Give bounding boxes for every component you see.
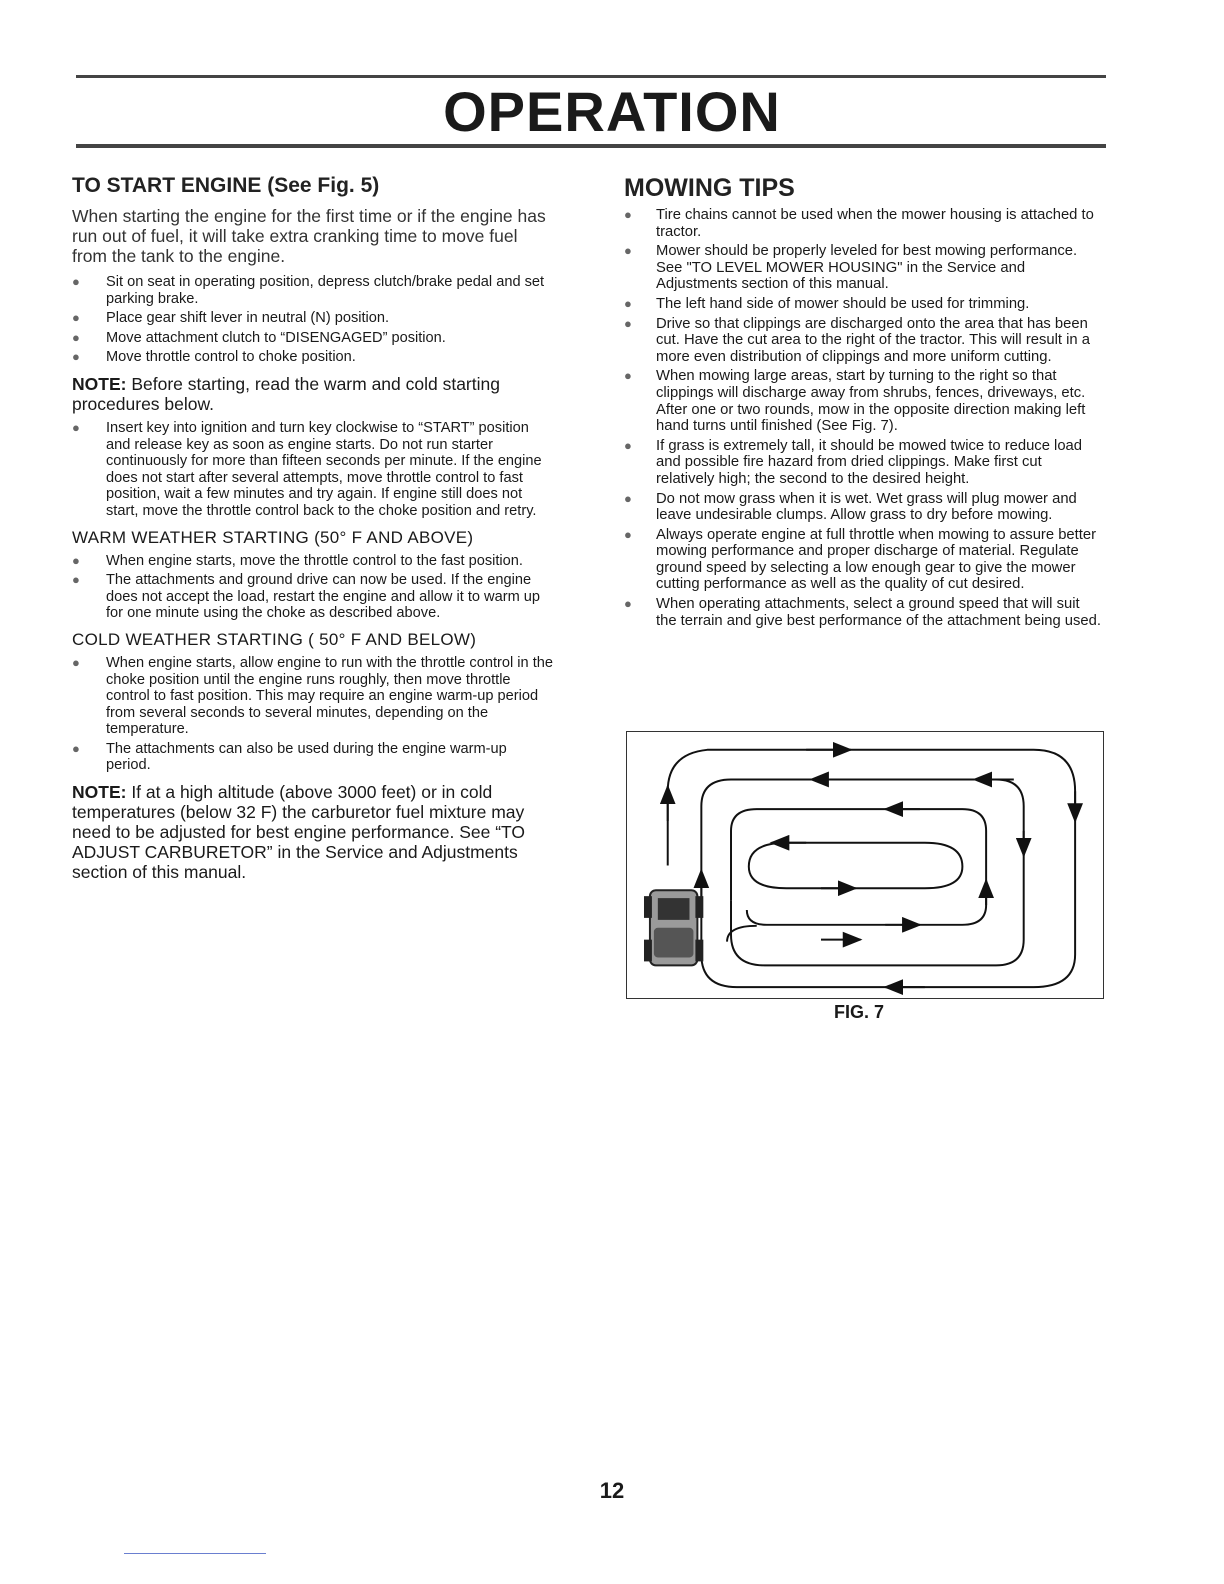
bullet-icon: ● xyxy=(72,274,80,289)
start-engine-intro: When starting the engine for the first time or if the engine has run out of fuel, it will take extra cranking time to move fuel from the tank to the engine. xyxy=(72,206,546,266)
bullet-icon: ● xyxy=(624,243,632,259)
bullet-icon: ● xyxy=(624,526,632,542)
bullet-icon: ● xyxy=(624,295,632,311)
bullet-icon: ● xyxy=(72,329,80,345)
start-engine-heading: TO START ENGINE (See Fig. 5) xyxy=(72,174,380,197)
bullet-icon: ● xyxy=(624,207,632,222)
list-item: ● When engine starts, move the throttle control to the fast position. xyxy=(72,552,523,569)
bullet-icon: ● xyxy=(624,437,632,453)
list-item: ● Insert key into ignition and turn key clockwise to “START” position and release key as soon as engine starts. Do not run starter continuously for more than fifteen seconds per minute. If the engine does not start after several attempts, move throttle control to fast position, wait a few minutes and try again. If engine still does not start, move the throttle control back to the choke position and retry. xyxy=(72,419,542,519)
footer-line xyxy=(124,1553,266,1554)
bullet-icon: ● xyxy=(72,310,80,326)
bullet-icon: ● xyxy=(72,349,80,365)
list-item: ● When mowing large areas, start by turning to the right so that clippings will discharge away from shrubs, fences, driveways, etc. After one or two rounds, mow in the opposite direction making left hand turns until finished (See Fig. 7). xyxy=(624,368,1086,435)
list-item: ● Tire chains cannot be used when the mower housing is attached to tractor. xyxy=(624,207,1094,240)
page-title: OPERATION xyxy=(443,80,781,143)
list-item: ● Do not mow grass when it is wet. Wet grass will plug mower and leave undesirable clumps. Allow grass to dry before mowing. xyxy=(624,490,1077,524)
direction-arrows xyxy=(668,750,1075,987)
bullet-icon: ● xyxy=(624,368,632,384)
list-item: ● Move throttle control to choke position. xyxy=(72,349,356,366)
bullet-icon: ● xyxy=(72,740,80,756)
cold-weather-heading: COLD WEATHER STARTING ( 50° F AND BELOW) xyxy=(72,629,477,649)
ignition-list xyxy=(72,420,554,520)
list-item: ● The attachments can also be used during the engine warm-up period. xyxy=(72,740,507,774)
list-item: ● Always operate engine at full throttle when mowing to assure better mowing performance and proper discharge of material. Regulate ground speed by selecting a low enough gear to give the mower cutting performance as well as the quality of cut desired. xyxy=(624,526,1097,593)
mowing-pattern-figure xyxy=(626,731,1104,999)
left-column xyxy=(72,174,554,888)
mowing-tips-list xyxy=(624,207,1104,629)
start-steps-list xyxy=(72,274,554,366)
bullet-icon: ● xyxy=(72,572,80,588)
bullet-icon: ● xyxy=(624,596,632,612)
list-item: ● If grass is extremely tall, it should be mowed twice to reduce load and possible fire hazard from dried clippings. Make first cut relatively high; the second to the desired height. xyxy=(624,437,1083,487)
title-bottom-rule xyxy=(76,144,1106,148)
list-item: ● Sit on seat in operating position, depress clutch/brake pedal and set parking brake. xyxy=(72,274,545,307)
bullet-icon: ● xyxy=(624,315,632,331)
mowing-path-loops xyxy=(668,750,1075,987)
list-item: ● When operating attachments, select a ground speed that will suit the terrain and give best performance of the attachment being used. xyxy=(624,596,1102,629)
right-column xyxy=(624,174,1104,637)
list-item: ● Place gear shift lever in neutral (N) position. xyxy=(72,310,390,327)
bullet-icon: ● xyxy=(72,654,80,670)
mowing-pattern-diagram xyxy=(627,732,1102,997)
figure-caption: FIG. 7 xyxy=(834,1002,885,1022)
bullet-icon: ● xyxy=(72,419,80,435)
note-before-starting: NOTE: Before starting, read the warm and cold starting procedures below. xyxy=(72,373,500,414)
note-high-altitude: NOTE: If at a high altitude (above 3000 feet) or in cold temperatures (below 32 F) the carburetor fuel mixture may need to be adjusted for best engine performance. See “TO ADJUST CARBURETOR” in the Service and Adjustments section of this manual. xyxy=(72,782,526,883)
page-number: 12 xyxy=(599,1478,625,1503)
list-item: ● When engine starts, allow engine to run with the throttle control in the choke position until the engine runs roughly, then move throttle control to fast position. This may require an engine warm-up period from several seconds to several minutes, depending on the temperature. xyxy=(72,654,553,738)
list-item: ● Drive so that clippings are discharged onto the area that has been cut. Have the cut area to the right of the tractor. This will result in a more even distribution of clippings and more uniform cutting. xyxy=(624,315,1090,365)
bullet-icon: ● xyxy=(72,552,80,568)
list-item: ● The attachments and ground drive can now be used. If the engine does not accept the load, restart the engine and allow it to warm up for one minute using the choke as described above. xyxy=(72,572,541,622)
warm-weather-list xyxy=(72,553,554,622)
bullet-icon: ● xyxy=(624,490,632,506)
list-item: ● Move attachment clutch to “DISENGAGED” position. xyxy=(72,329,446,346)
mowing-tips-heading: MOWING TIPS xyxy=(624,174,795,202)
list-item: ● The left hand side of mower should be used for trimming. xyxy=(624,295,1030,312)
list-item: ● Mower should be properly leveled for best mowing performance. See "TO LEVEL MOWER HOUSING" in the Service and Adjustments section of this manual. xyxy=(624,243,1078,293)
title-top-rule xyxy=(76,75,1106,78)
tractor-icon xyxy=(644,890,703,965)
cold-weather-list xyxy=(72,655,554,774)
warm-weather-heading: WARM WEATHER STARTING (50° F AND ABOVE) xyxy=(72,527,474,547)
